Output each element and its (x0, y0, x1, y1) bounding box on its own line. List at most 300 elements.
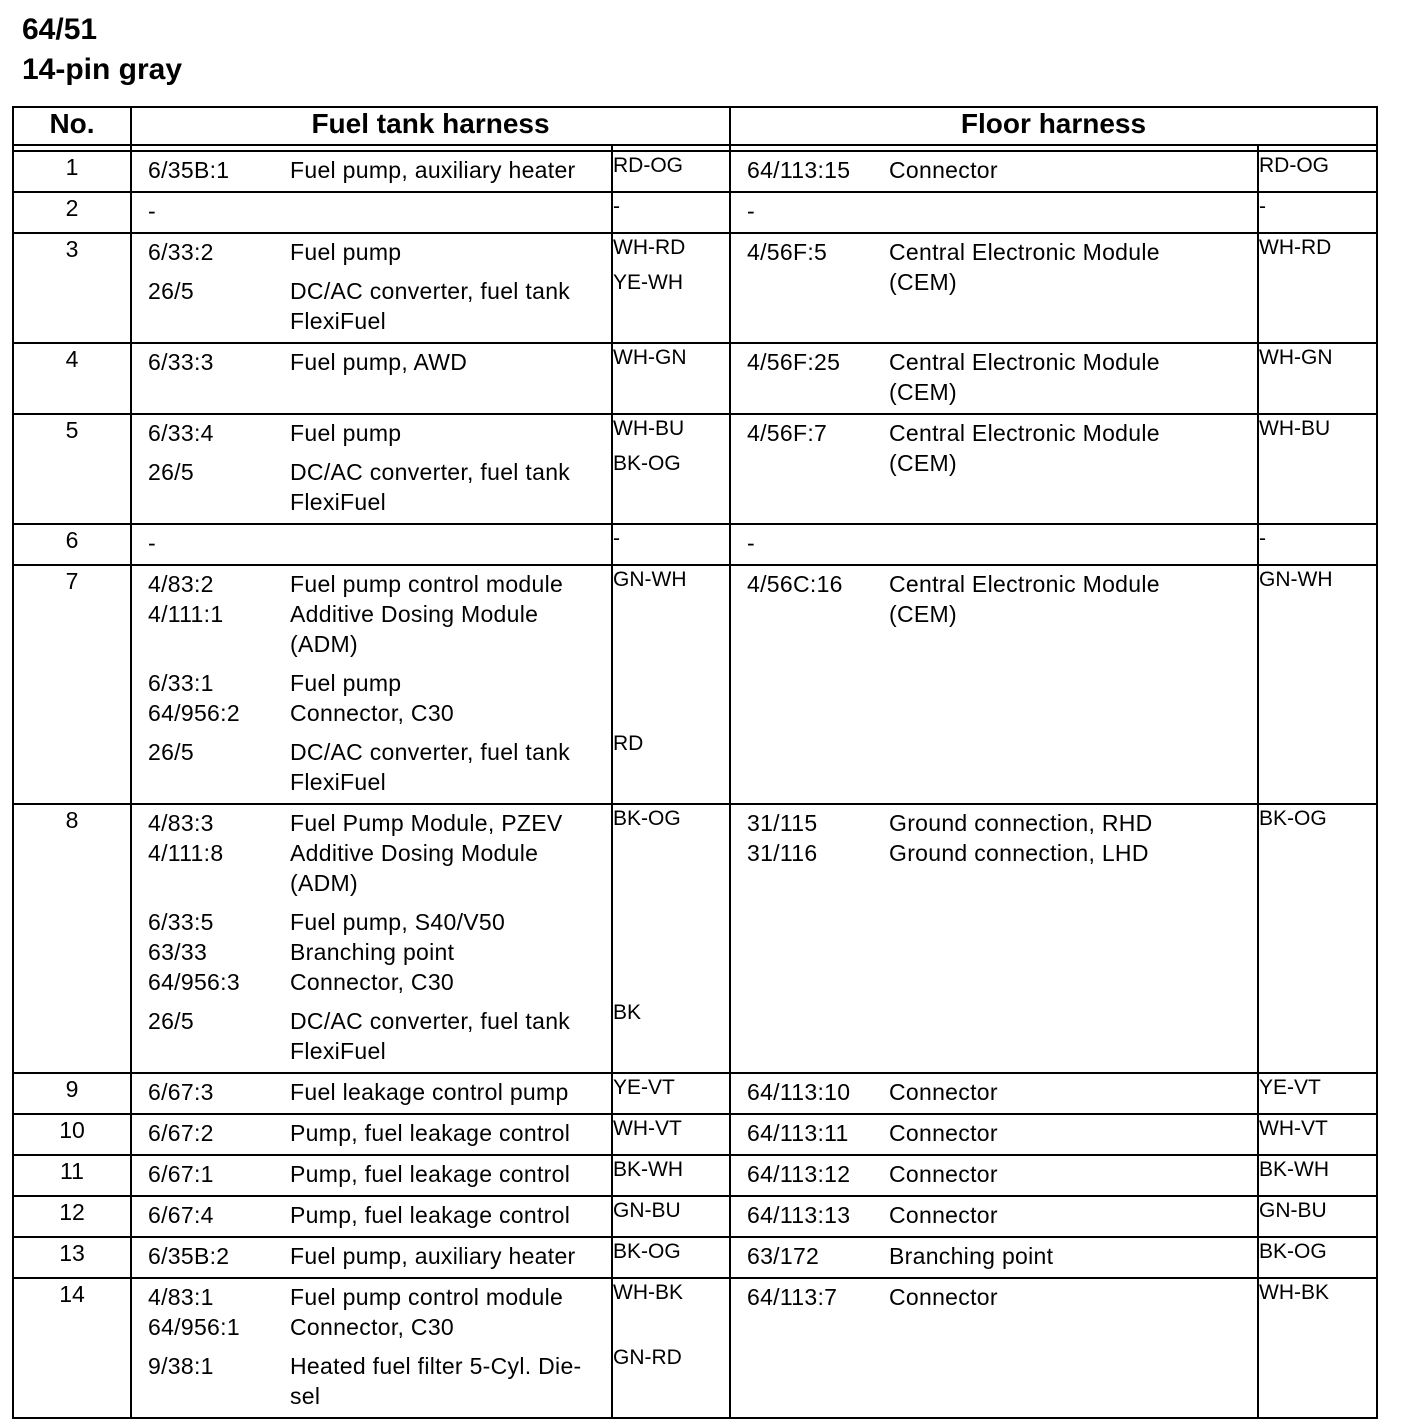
pin-row (13, 1073, 1377, 1114)
component-id (731, 599, 889, 629)
entry-line (731, 808, 1257, 838)
pin-row (13, 343, 1377, 414)
component-id: 4/56F:25 (747, 349, 841, 375)
component-description: FlexiFuel (290, 489, 387, 515)
component-description: (ADM) (290, 631, 358, 657)
fuel-tank-components (131, 151, 612, 192)
component-description: Ground connection, RHD (889, 810, 1153, 836)
entry-block (731, 1074, 1257, 1113)
component-id: 6/67:1 (148, 1161, 214, 1187)
wire-color-block (1259, 1156, 1376, 1191)
entry-line (731, 155, 1257, 185)
entry-block (132, 1348, 611, 1417)
fuel-tank-components (131, 343, 612, 414)
wire-color-block (613, 269, 729, 338)
entry-line (731, 267, 1257, 297)
pin-row (13, 524, 1377, 565)
fuel-tank-components (131, 233, 612, 343)
entry-line (132, 1200, 611, 1230)
entry-line (132, 967, 611, 997)
entry-line (132, 418, 611, 448)
entry-line (132, 1077, 611, 1107)
component-description: Heated fuel filter 5-Cyl. Die- (290, 1353, 582, 1379)
fuel-tank-components (131, 192, 612, 233)
pin-number: 10 (13, 1114, 131, 1155)
floor-wire-colors (1258, 233, 1377, 343)
wire-color: - (613, 195, 620, 218)
wire-color-block (1259, 1238, 1376, 1273)
entry-line (731, 418, 1257, 448)
component-description: Central Electronic Module (889, 420, 1160, 446)
component-id: 6/33:5 (148, 909, 214, 935)
wire-color-block (613, 805, 729, 900)
entry-line (132, 629, 611, 659)
wire-color-block (613, 152, 729, 187)
entry-line (731, 196, 1257, 226)
component-id: 4/56F:7 (747, 420, 828, 446)
entry-line (132, 155, 611, 185)
wire-color: WH-BU (613, 417, 685, 440)
component-id: 6/35B:1 (148, 157, 230, 183)
component-id: 4/56F:5 (747, 239, 828, 265)
component-description: FlexiFuel (290, 1038, 387, 1064)
wire-color: RD-OG (613, 154, 683, 177)
entry-line (731, 599, 1257, 629)
wire-color-block (613, 450, 729, 519)
component-id: 4/111:1 (148, 601, 224, 627)
wire-color: WH-GN (613, 346, 687, 369)
component-description: Connector (889, 1161, 998, 1187)
pin-row (13, 1114, 1377, 1155)
component-description: (CEM) (889, 269, 957, 295)
wire-color: WH-RD (613, 236, 686, 259)
wire-color: WH-BU (1259, 417, 1331, 440)
wire-color: BK-OG (1259, 1240, 1327, 1263)
entry-line (132, 347, 611, 377)
fuel-tank-components (131, 1155, 612, 1196)
component-description: Fuel pump, S40/V50 (290, 909, 506, 935)
pin-row (13, 1278, 1377, 1418)
floor-wire-colors (1258, 1278, 1377, 1418)
entry-block (132, 454, 611, 523)
entry-block (731, 1238, 1257, 1277)
wire-color-block (613, 730, 729, 799)
floor-wire-colors (1258, 1114, 1377, 1155)
component-description: Fuel pump (290, 420, 402, 446)
component-description: Fuel pump control module (290, 1284, 564, 1310)
wire-color-block (1259, 525, 1376, 560)
header-floor-harness: Floor harness (730, 107, 1377, 145)
wire-color-block (613, 900, 729, 999)
entry-block (731, 566, 1257, 635)
component-id: 31/115 (747, 810, 818, 836)
component-description: DC/AC converter, fuel tank (290, 739, 571, 765)
entry-line (132, 1006, 611, 1036)
entry-block (132, 665, 611, 734)
fuel-tank-wire-colors (612, 1073, 730, 1114)
component-description: Fuel pump control module (290, 571, 564, 597)
component-id: 64/113:11 (747, 1120, 849, 1146)
wire-color-block (1259, 805, 1376, 870)
component-description: Additive Dosing Module (290, 840, 539, 866)
wire-color-block (1259, 193, 1376, 228)
entry-line (132, 276, 611, 306)
entry-block (132, 1003, 611, 1072)
fuel-tank-wire-colors (612, 151, 730, 192)
fuel-tank-wire-colors (612, 233, 730, 343)
wire-color: - (613, 527, 620, 550)
wire-color: BK (613, 1001, 642, 1024)
wire-color-block (1259, 152, 1376, 187)
pin-row (13, 414, 1377, 524)
entry-line (731, 1118, 1257, 1148)
wire-color-block (1259, 566, 1376, 631)
wire-color-block (613, 1115, 729, 1150)
pin-row (13, 192, 1377, 233)
floor-wire-colors (1258, 151, 1377, 192)
entry-line (132, 1351, 611, 1381)
page-heading (22, 10, 182, 90)
component-id (731, 377, 889, 407)
pin-number: 14 (13, 1278, 131, 1418)
component-description: Pump, fuel leakage control (290, 1202, 571, 1228)
wire-color: WH-GN (1259, 346, 1333, 369)
wire-color-block (613, 1279, 729, 1344)
pin-number: 9 (13, 1073, 131, 1114)
wire-color-block (613, 1156, 729, 1191)
entry-line (731, 1241, 1257, 1271)
wire-color-block (613, 1197, 729, 1232)
entry-block (731, 805, 1257, 874)
wire-color-block (1259, 1074, 1376, 1109)
entry-line (731, 1282, 1257, 1312)
component-id: 4/83:1 (148, 1284, 214, 1310)
wire-color-block (1259, 415, 1376, 480)
entry-line (132, 737, 611, 767)
wire-color: BK-OG (1259, 807, 1327, 830)
wire-color-block (613, 1238, 729, 1273)
wire-color-block (613, 999, 729, 1068)
floor-components (730, 414, 1258, 524)
wire-color-block (613, 234, 729, 269)
wire-color: WH-BK (1259, 1281, 1329, 1304)
component-id: 26/5 (148, 739, 194, 765)
pin-number: 6 (13, 524, 131, 565)
pin-number: 13 (13, 1237, 131, 1278)
floor-wire-colors (1258, 524, 1377, 565)
component-description: Branching point (290, 939, 455, 965)
entry-line (132, 457, 611, 487)
floor-components (730, 1196, 1258, 1237)
wire-color-block (613, 525, 729, 560)
fuel-tank-components (131, 804, 612, 1073)
component-description: Connector (889, 157, 998, 183)
component-description: DC/AC converter, fuel tank (290, 459, 571, 485)
entry-line (731, 528, 1257, 558)
entry-block (132, 1156, 611, 1195)
pin-number: 1 (13, 151, 131, 192)
wire-color-block (1259, 1279, 1376, 1314)
component-description: Fuel pump, auxiliary heater (290, 1243, 576, 1269)
component-description: Connector (889, 1202, 998, 1228)
component-id: 64/956:3 (148, 969, 240, 995)
component-id: 64/956:2 (148, 700, 240, 726)
pin-number: 4 (13, 343, 131, 414)
fuel-tank-wire-colors (612, 1237, 730, 1278)
component-id: 6/35B:2 (148, 1243, 230, 1269)
fuel-tank-wire-colors (612, 1155, 730, 1196)
component-description: DC/AC converter, fuel tank (290, 278, 571, 304)
entry-block (731, 193, 1257, 232)
component-description: (ADM) (290, 870, 358, 896)
floor-components (730, 1155, 1258, 1196)
entry-line (132, 569, 611, 599)
component-id: 4/111:8 (148, 840, 224, 866)
fuel-tank-wire-colors (612, 343, 730, 414)
entry-block (132, 1238, 611, 1277)
component-description (290, 196, 611, 226)
entry-block (731, 234, 1257, 303)
wire-color: YE-WH (613, 271, 683, 294)
component-description: (CEM) (889, 601, 957, 627)
connector-description: 14-pin gray (22, 53, 183, 86)
wire-color: WH-BK (613, 1281, 683, 1304)
pin-number: 7 (13, 565, 131, 804)
wire-color-block (613, 193, 729, 228)
component-id: 6/33:3 (148, 349, 214, 375)
wire-color-block (613, 1074, 729, 1109)
component-description (290, 528, 611, 558)
entry-block (731, 152, 1257, 191)
entry-line (132, 1036, 611, 1066)
fuel-tank-wire-colors (612, 1278, 730, 1418)
entry-line (132, 528, 611, 558)
component-id (132, 1381, 290, 1411)
floor-components (730, 1237, 1258, 1278)
entry-line (731, 237, 1257, 267)
header-no: No. (13, 107, 131, 145)
entry-line (731, 569, 1257, 599)
entry-block (731, 1197, 1257, 1236)
entry-line (132, 1312, 611, 1342)
wire-color: RD-OG (1259, 154, 1329, 177)
fuel-tank-components (131, 1237, 612, 1278)
wire-color: - (1259, 527, 1266, 550)
fuel-tank-components (131, 1114, 612, 1155)
fuel-tank-components (131, 1196, 612, 1237)
component-id (132, 487, 290, 517)
component-id (731, 267, 889, 297)
entry-block (132, 904, 611, 1003)
floor-components (730, 804, 1258, 1073)
floor-wire-colors (1258, 565, 1377, 804)
floor-components (730, 151, 1258, 192)
wire-color: BK-WH (1259, 1158, 1329, 1181)
wire-color: GN-RD (613, 1346, 682, 1369)
component-description: Fuel pump, AWD (290, 349, 468, 375)
entry-block (132, 415, 611, 454)
entry-line (132, 1118, 611, 1148)
entry-block (132, 525, 611, 564)
fuel-tank-components (131, 565, 612, 804)
floor-wire-colors (1258, 1237, 1377, 1278)
component-description: FlexiFuel (290, 308, 387, 334)
entry-line (731, 347, 1257, 377)
fuel-tank-wire-colors (612, 192, 730, 233)
fuel-tank-wire-colors (612, 565, 730, 804)
component-id: 6/33:4 (148, 420, 214, 446)
component-description: FlexiFuel (290, 769, 387, 795)
floor-wire-colors (1258, 1073, 1377, 1114)
pin-row (13, 1237, 1377, 1278)
floor-wire-colors (1258, 1155, 1377, 1196)
component-id (132, 868, 290, 898)
entry-line (132, 907, 611, 937)
component-id: 26/5 (148, 459, 194, 485)
component-id: 64/113:13 (747, 1202, 851, 1228)
component-id: 64/113:10 (747, 1079, 851, 1105)
component-description: Central Electronic Module (889, 571, 1160, 597)
pin-number: 12 (13, 1196, 131, 1237)
component-description: Connector (889, 1079, 998, 1105)
component-description: Connector (889, 1284, 998, 1310)
component-description: Additive Dosing Module (290, 601, 539, 627)
wire-color-block (1259, 1197, 1376, 1232)
component-id: - (148, 530, 156, 556)
component-id: 64/113:7 (747, 1284, 838, 1310)
component-id: 6/67:3 (148, 1079, 214, 1105)
pin-row (13, 1196, 1377, 1237)
wire-color: GN-BU (613, 1199, 681, 1222)
floor-wire-colors (1258, 804, 1377, 1073)
entry-line (132, 1159, 611, 1189)
fuel-tank-wire-colors (612, 1114, 730, 1155)
entry-block (132, 1115, 611, 1154)
component-id: 26/5 (148, 278, 194, 304)
component-description: sel (290, 1383, 321, 1409)
component-id: 6/67:4 (148, 1202, 214, 1228)
component-description: DC/AC converter, fuel tank (290, 1008, 571, 1034)
component-id (132, 306, 290, 336)
fuel-tank-wire-colors (612, 414, 730, 524)
pin-row (13, 804, 1377, 1073)
fuel-tank-wire-colors (612, 524, 730, 565)
component-id: 6/33:2 (148, 239, 214, 265)
component-description: Pump, fuel leakage control (290, 1120, 571, 1146)
floor-components (730, 1114, 1258, 1155)
component-description: Branching point (889, 1243, 1054, 1269)
component-id: 31/116 (747, 840, 818, 866)
component-id: 63/33 (148, 939, 208, 965)
entry-line (132, 1282, 611, 1312)
connector-id: 64/51 (22, 13, 98, 46)
fuel-tank-components (131, 1073, 612, 1114)
pin-number: 2 (13, 192, 131, 233)
component-description: Ground connection, LHD (889, 840, 1149, 866)
wire-color: GN-BU (1259, 1199, 1327, 1222)
component-id: 64/956:1 (148, 1314, 240, 1340)
entry-block (132, 234, 611, 273)
component-description: Central Electronic Module (889, 349, 1160, 375)
fuel-tank-wire-colors (612, 1196, 730, 1237)
component-id: 6/67:2 (148, 1120, 214, 1146)
wire-color-block (613, 344, 729, 379)
pin-number: 8 (13, 804, 131, 1073)
wire-color-block (1259, 234, 1376, 299)
entry-line (132, 1241, 611, 1271)
floor-components (730, 1278, 1258, 1418)
floor-wire-colors (1258, 1196, 1377, 1237)
entry-block (132, 152, 611, 191)
fuel-tank-components (131, 1278, 612, 1418)
component-description (889, 196, 1257, 226)
floor-components (730, 343, 1258, 414)
wire-color: WH-VT (1259, 1117, 1328, 1140)
pin-number: 3 (13, 233, 131, 343)
floor-components (730, 233, 1258, 343)
entry-block (132, 1197, 611, 1236)
pin-row (13, 565, 1377, 804)
component-description: Connector, C30 (290, 1314, 455, 1340)
component-id: - (747, 530, 755, 556)
entry-line (132, 868, 611, 898)
entry-line (132, 1381, 611, 1411)
wire-color: YE-VT (1259, 1076, 1321, 1099)
entry-line (132, 838, 611, 868)
component-id: 6/33:1 (148, 670, 214, 696)
wire-color: YE-VT (613, 1076, 675, 1099)
wire-color: BK-OG (613, 452, 681, 475)
entry-line (132, 599, 611, 629)
header-fuel-tank-harness: Fuel tank harness (131, 107, 730, 145)
wire-color: RD (613, 732, 644, 755)
component-description: Central Electronic Module (889, 239, 1160, 265)
entry-block (731, 415, 1257, 484)
entry-line (731, 448, 1257, 478)
component-id (132, 629, 290, 659)
entry-line (731, 1159, 1257, 1189)
wire-color-block (613, 1344, 729, 1413)
entry-block (132, 805, 611, 904)
wire-color: BK-OG (613, 1240, 681, 1263)
entry-block (132, 193, 611, 232)
component-description: Fuel pump, auxiliary heater (290, 157, 576, 183)
entry-line (132, 237, 611, 267)
pin-row (13, 233, 1377, 343)
component-id: 4/56C:16 (747, 571, 843, 597)
entry-block (132, 734, 611, 803)
wire-color: WH-VT (613, 1117, 682, 1140)
component-id: - (148, 198, 156, 224)
entry-block (132, 1279, 611, 1348)
entry-line (731, 377, 1257, 407)
wire-color: - (1259, 195, 1266, 218)
entry-line (132, 196, 611, 226)
floor-components (730, 192, 1258, 233)
entry-block (731, 344, 1257, 413)
component-description: Pump, fuel leakage control (290, 1161, 571, 1187)
header-row (13, 107, 1377, 145)
entry-line (132, 306, 611, 336)
component-description: Connector (889, 1120, 998, 1146)
pin-number: 5 (13, 414, 131, 524)
floor-wire-colors (1258, 414, 1377, 524)
component-id: 4/83:2 (148, 571, 214, 597)
fuel-tank-wire-colors (612, 804, 730, 1073)
wire-color-block (613, 661, 729, 730)
component-id: - (747, 198, 755, 224)
component-id: 64/113:12 (747, 1161, 851, 1187)
